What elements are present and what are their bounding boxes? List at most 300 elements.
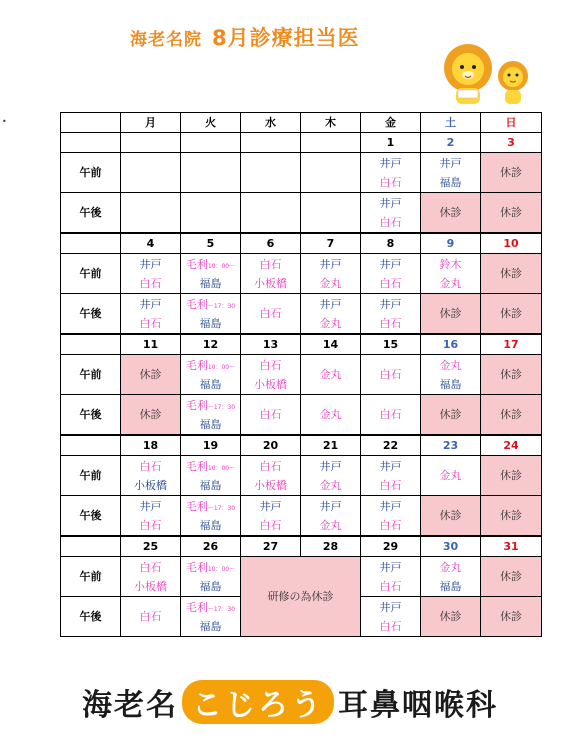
- doctor-name: 毛利: [185, 398, 208, 412]
- doctor-name: 白石: [139, 276, 162, 290]
- doctor-entry: [121, 497, 180, 516]
- doctor-cell: [181, 456, 241, 496]
- doctor-name: 白石: [379, 478, 402, 492]
- doctor-entry: [301, 476, 360, 495]
- date-row-label: [61, 435, 121, 456]
- doctor-name: 井戸: [439, 156, 462, 170]
- doctor-name: 福島: [439, 377, 462, 391]
- date-cell: 25: [121, 536, 181, 557]
- closed-label: 休診: [139, 368, 162, 381]
- doctor-name: 白石: [379, 619, 402, 633]
- closed-label: 休診: [439, 307, 462, 320]
- doctor-name: 白石: [139, 316, 162, 330]
- doctor-name: 白石: [379, 579, 402, 593]
- doctor-entry: [361, 213, 420, 232]
- date-cell: 7: [301, 233, 361, 254]
- doctor-name: 小板橋: [254, 478, 287, 492]
- doctor-name: 金丸: [439, 469, 462, 482]
- doctor-entry: [121, 516, 180, 535]
- date-cell: 4: [121, 233, 181, 254]
- doctor-name: 毛利: [185, 358, 208, 372]
- doctor-entry: [121, 476, 180, 495]
- doctor-entry: [241, 375, 300, 394]
- doctor-name: 毛利: [185, 499, 208, 513]
- doctor-cell: [301, 294, 361, 335]
- doctor-hours: ～17：30: [207, 302, 236, 310]
- date-row: [61, 133, 542, 153]
- date-cell: 6: [241, 233, 301, 254]
- closed-cell: [421, 597, 481, 637]
- doctor-entry: [301, 497, 360, 516]
- doctor-name: 井戸: [379, 297, 402, 311]
- doctor-cell: [361, 294, 421, 335]
- date-cell: 31: [481, 536, 542, 557]
- doctor-name: 白石: [139, 610, 162, 623]
- day-header: 金: [361, 113, 421, 133]
- date-cell: 5: [181, 233, 241, 254]
- doctor-entry: [361, 154, 420, 173]
- morning-label: 午前: [61, 254, 121, 294]
- doctor-entry: [361, 173, 420, 192]
- doctor-name: 白石: [139, 459, 162, 473]
- date-cell: 23: [421, 435, 481, 456]
- doctor-cell: [181, 193, 241, 234]
- doctor-name: 毛利: [185, 600, 208, 614]
- doctor-hours: 10：00～: [207, 464, 236, 472]
- morning-label: 午前: [61, 355, 121, 395]
- closed-cell: [421, 294, 481, 335]
- doctor-entry: [181, 375, 240, 394]
- date-row: [61, 536, 542, 557]
- doctor-entry: [301, 274, 360, 293]
- doctor-entry: [361, 365, 420, 384]
- doctor-entry: [361, 476, 420, 495]
- date-cell: 28: [301, 536, 361, 557]
- schedule-title: 8月診療担当医: [212, 26, 360, 50]
- doctor-name: 井戸: [139, 257, 162, 271]
- doctor-cell: [241, 294, 301, 335]
- closed-cell: [481, 193, 542, 234]
- closed-label: 休診: [500, 368, 522, 381]
- doctor-cell: [421, 153, 481, 193]
- closed-label: 休診: [439, 509, 462, 522]
- doctor-entry: [181, 295, 240, 314]
- doctor-name: 毛利: [185, 297, 208, 311]
- doctor-entry: [421, 577, 480, 596]
- date-row-label: [61, 536, 121, 557]
- doctor-entry: [241, 457, 300, 476]
- date-cell: 9: [421, 233, 481, 254]
- doctor-name: 白石: [379, 215, 402, 229]
- afternoon-row: [61, 193, 542, 234]
- date-cell: 20: [241, 435, 301, 456]
- doctor-entry: [181, 396, 240, 415]
- doctor-name: 白石: [139, 518, 162, 532]
- doctor-name: 福島: [439, 579, 462, 593]
- closed-cell: [481, 355, 542, 395]
- doctor-entry: [301, 295, 360, 314]
- afternoon-row: [61, 496, 542, 537]
- doctor-cell: [121, 254, 181, 294]
- doctor-name: 白石: [259, 459, 282, 473]
- doctor-cell: [121, 153, 181, 193]
- doctor-name: 金丸: [319, 368, 342, 381]
- doctor-cell: [241, 355, 301, 395]
- closed-cell: [121, 395, 181, 436]
- doctor-cell: [361, 395, 421, 436]
- doctor-cell: [181, 395, 241, 436]
- doctor-entry: [181, 415, 240, 434]
- doctor-name: 井戸: [379, 459, 402, 473]
- doctor-cell: [121, 597, 181, 637]
- clinic-logo: [82, 680, 498, 722]
- date-cell: 2: [421, 133, 481, 153]
- stray-dot: •: [2, 117, 7, 126]
- doctor-entry: [361, 295, 420, 314]
- closed-cell: [421, 496, 481, 537]
- date-cell: 22: [361, 435, 421, 456]
- doctor-name: 福島: [199, 377, 222, 391]
- doctor-entry: [301, 314, 360, 333]
- doctor-entry: [301, 516, 360, 535]
- day-header-row: [61, 113, 542, 133]
- doctor-cell: [301, 254, 361, 294]
- doctor-name: 井戸: [319, 257, 342, 271]
- date-cell: 3: [481, 133, 542, 153]
- closed-label: 休診: [500, 509, 522, 522]
- date-cell: 15: [361, 334, 421, 355]
- doctor-name: 福島: [199, 619, 222, 633]
- day-header: 木: [301, 113, 361, 133]
- doctor-name: 金丸: [439, 358, 462, 372]
- logo-suffix: 耳鼻咽喉科: [338, 688, 498, 723]
- doctor-cell: [241, 395, 301, 436]
- doctor-entry: [301, 457, 360, 476]
- logo-prefix: 海老名: [82, 688, 178, 723]
- doctor-entry: [181, 558, 240, 577]
- doctor-entry: [121, 255, 180, 274]
- doctor-entry: [241, 497, 300, 516]
- closed-label: 休診: [139, 408, 162, 421]
- date-cell: 8: [361, 233, 421, 254]
- doctor-cell: [421, 456, 481, 496]
- doctor-cell: [181, 597, 241, 637]
- date-cell: 12: [181, 334, 241, 355]
- doctor-cell: [421, 355, 481, 395]
- doctor-cell: [121, 496, 181, 537]
- afternoon-label: 午後: [61, 193, 121, 234]
- closed-label: 休診: [500, 408, 522, 421]
- closed-label: 休診: [500, 469, 522, 482]
- doctor-name: 白石: [259, 358, 282, 372]
- afternoon-row: [61, 294, 542, 335]
- doctor-name: 白石: [379, 408, 402, 421]
- doctor-entry: [301, 405, 360, 424]
- date-cell: 14: [301, 334, 361, 355]
- date-cell: 19: [181, 435, 241, 456]
- doctor-name: 井戸: [139, 499, 162, 513]
- doctor-name: 白石: [259, 307, 282, 320]
- doctor-name: 福島: [199, 276, 222, 290]
- closed-cell: [481, 597, 542, 637]
- training-closed-cell: 研修の為休診: [241, 557, 361, 637]
- doctor-hours: ～17：30: [207, 605, 236, 613]
- doctor-cell: [181, 153, 241, 193]
- doctor-entry: [181, 356, 240, 375]
- doctor-cell: [181, 254, 241, 294]
- doctor-cell: [241, 254, 301, 294]
- doctor-name: 金丸: [319, 316, 342, 330]
- doctor-entry: [361, 598, 420, 617]
- date-cell: [121, 133, 181, 153]
- date-cell: 10: [481, 233, 542, 254]
- date-row-label: [61, 133, 121, 153]
- doctor-entry: [421, 173, 480, 192]
- closed-label: 休診: [500, 267, 522, 280]
- doctor-entry: [361, 274, 420, 293]
- doctor-entry: [301, 365, 360, 384]
- closed-label: 休診: [500, 570, 522, 583]
- date-cell: [301, 133, 361, 153]
- doctor-name: 井戸: [259, 499, 282, 513]
- doctor-cell: [361, 193, 421, 234]
- date-cell: 18: [121, 435, 181, 456]
- doctor-entry: [421, 466, 480, 485]
- closed-cell: [481, 294, 542, 335]
- doctor-name: 井戸: [319, 499, 342, 513]
- doctor-entry: [121, 558, 180, 577]
- doctor-entry: [361, 255, 420, 274]
- doctor-hours: ～17：30: [207, 403, 236, 411]
- doctor-cell: [241, 153, 301, 193]
- morning-row: [61, 456, 542, 496]
- doctor-cell: [301, 496, 361, 537]
- date-cell: 17: [481, 334, 542, 355]
- date-cell: 26: [181, 536, 241, 557]
- doctor-entry: [421, 274, 480, 293]
- doctor-name: 白石: [379, 316, 402, 330]
- doctor-name: 白石: [259, 408, 282, 421]
- closed-label: 休診: [500, 206, 522, 219]
- closed-label: 休診: [439, 610, 462, 623]
- doctor-name: 白石: [379, 518, 402, 532]
- doctor-entry: [181, 516, 240, 535]
- doctor-cell: [241, 496, 301, 537]
- doctor-entry: [241, 255, 300, 274]
- date-row: [61, 435, 542, 456]
- doctor-hours: 10：00～: [207, 262, 236, 270]
- doctor-name: 毛利: [185, 560, 208, 574]
- doctor-cell: [241, 456, 301, 496]
- doctor-entry: [301, 255, 360, 274]
- doctor-cell: [301, 456, 361, 496]
- doctor-entry: [181, 577, 240, 596]
- morning-row: [61, 557, 542, 597]
- doctor-entry: [361, 314, 420, 333]
- doctor-entry: [241, 274, 300, 293]
- date-cell: 13: [241, 334, 301, 355]
- doctor-cell: [361, 355, 421, 395]
- date-row: [61, 233, 542, 254]
- doctor-entry: [181, 598, 240, 617]
- doctor-entry: [241, 476, 300, 495]
- doctor-name: 白石: [379, 276, 402, 290]
- doctor-cell: [361, 456, 421, 496]
- closed-cell: [481, 395, 542, 436]
- closed-cell: [481, 254, 542, 294]
- date-cell: 30: [421, 536, 481, 557]
- doctor-cell: [361, 557, 421, 597]
- doctor-name: 福島: [199, 316, 222, 330]
- doctor-name: 白石: [379, 175, 402, 189]
- doctor-cell: [421, 557, 481, 597]
- date-row-label: [61, 334, 121, 355]
- date-cell: [181, 133, 241, 153]
- doctor-name: 白石: [139, 560, 162, 574]
- doctor-entry: [181, 476, 240, 495]
- closed-cell: [481, 496, 542, 537]
- doctor-entry: [241, 304, 300, 323]
- date-row: [61, 334, 542, 355]
- doctor-name: 白石: [259, 257, 282, 271]
- closed-cell: [421, 395, 481, 436]
- afternoon-label: 午後: [61, 395, 121, 436]
- doctor-cell: [361, 496, 421, 537]
- doctor-entry: [421, 356, 480, 375]
- doctor-name: 白石: [259, 518, 282, 532]
- doctor-entry: [181, 255, 240, 274]
- doctor-entry: [121, 457, 180, 476]
- doctor-cell: [301, 355, 361, 395]
- doctor-name: 井戸: [379, 499, 402, 513]
- logo-badge: こじろう: [182, 680, 334, 724]
- doctor-cell: [361, 254, 421, 294]
- doctor-name: 福島: [199, 417, 222, 431]
- doctor-name: 福島: [199, 518, 222, 532]
- closed-cell: [121, 355, 181, 395]
- closed-label: 休診: [500, 307, 522, 320]
- lion-mascots-image: [438, 40, 538, 110]
- doctor-name: 福島: [439, 175, 462, 189]
- doctor-cell: [121, 456, 181, 496]
- doctor-name: 白石: [379, 368, 402, 381]
- doctor-cell: [301, 193, 361, 234]
- doctor-entry: [181, 497, 240, 516]
- doctor-name: 井戸: [379, 196, 402, 210]
- doctor-entry: [181, 314, 240, 333]
- doctor-name: 井戸: [139, 297, 162, 311]
- doctor-entry: [361, 577, 420, 596]
- afternoon-row: [61, 395, 542, 436]
- doctor-name: 小板橋: [134, 579, 167, 593]
- afternoon-label: 午後: [61, 294, 121, 335]
- doctor-cell: [121, 294, 181, 335]
- morning-label: 午前: [61, 456, 121, 496]
- doctor-name: 金丸: [319, 408, 342, 421]
- doctor-entry: [361, 457, 420, 476]
- doctor-name: 小板橋: [254, 276, 287, 290]
- doctor-cell: [181, 496, 241, 537]
- closed-label: 休診: [439, 408, 462, 421]
- doctor-entry: [241, 516, 300, 535]
- doctor-entry: [361, 617, 420, 636]
- doctor-entry: [181, 617, 240, 636]
- doctor-entry: [121, 577, 180, 596]
- closed-label: 休診: [439, 206, 462, 219]
- doctor-name: 金丸: [319, 478, 342, 492]
- doctor-entry: [121, 295, 180, 314]
- day-header: 日: [481, 113, 542, 133]
- doctor-name: 金丸: [439, 560, 462, 574]
- doctor-name: 井戸: [379, 156, 402, 170]
- schedule-table: [60, 112, 542, 637]
- morning-label: 午前: [61, 153, 121, 193]
- doctor-entry: [421, 154, 480, 173]
- clinic-name: 海老名院: [130, 30, 202, 50]
- closed-cell: [481, 456, 542, 496]
- doctor-name: 福島: [199, 579, 222, 593]
- doctor-entry: [361, 194, 420, 213]
- closed-cell: [481, 153, 542, 193]
- doctor-cell: [121, 193, 181, 234]
- doctor-name: 井戸: [379, 560, 402, 574]
- doctor-name: 井戸: [319, 459, 342, 473]
- doctor-cell: [361, 153, 421, 193]
- doctor-entry: [121, 274, 180, 293]
- doctor-cell: [181, 355, 241, 395]
- closed-label: 休診: [500, 166, 522, 179]
- doctor-cell: [301, 153, 361, 193]
- doctor-name: 井戸: [319, 297, 342, 311]
- doctor-cell: [301, 395, 361, 436]
- doctor-name: 毛利: [185, 459, 208, 473]
- doctor-name: 金丸: [319, 518, 342, 532]
- doctor-entry: [421, 558, 480, 577]
- doctor-name: 井戸: [379, 257, 402, 271]
- doctor-entry: [181, 274, 240, 293]
- date-cell: 24: [481, 435, 542, 456]
- doctor-name: 鈴木: [439, 257, 462, 271]
- day-header: 月: [121, 113, 181, 133]
- doctor-name: 金丸: [439, 276, 462, 290]
- doctor-name: 福島: [199, 478, 222, 492]
- doctor-hours: 10：00～: [207, 565, 236, 573]
- doctor-cell: [361, 597, 421, 637]
- date-cell: 11: [121, 334, 181, 355]
- doctor-entry: [361, 516, 420, 535]
- doctor-cell: [181, 294, 241, 335]
- doctor-entry: [361, 558, 420, 577]
- morning-row: [61, 254, 542, 294]
- date-cell: 1: [361, 133, 421, 153]
- doctor-name: 井戸: [379, 600, 402, 614]
- date-cell: 29: [361, 536, 421, 557]
- morning-label: 午前: [61, 557, 121, 597]
- doctor-cell: [181, 557, 241, 597]
- afternoon-label: 午後: [61, 597, 121, 637]
- doctor-name: 毛利: [185, 257, 208, 271]
- day-header: 水: [241, 113, 301, 133]
- day-header: 火: [181, 113, 241, 133]
- morning-row: [61, 153, 542, 193]
- doctor-name: 小板橋: [254, 377, 287, 391]
- doctor-entry: [181, 457, 240, 476]
- doctor-entry: [421, 375, 480, 394]
- corner-cell: [61, 113, 121, 133]
- doctor-entry: [241, 356, 300, 375]
- doctor-entry: [121, 314, 180, 333]
- doctor-name: 金丸: [319, 276, 342, 290]
